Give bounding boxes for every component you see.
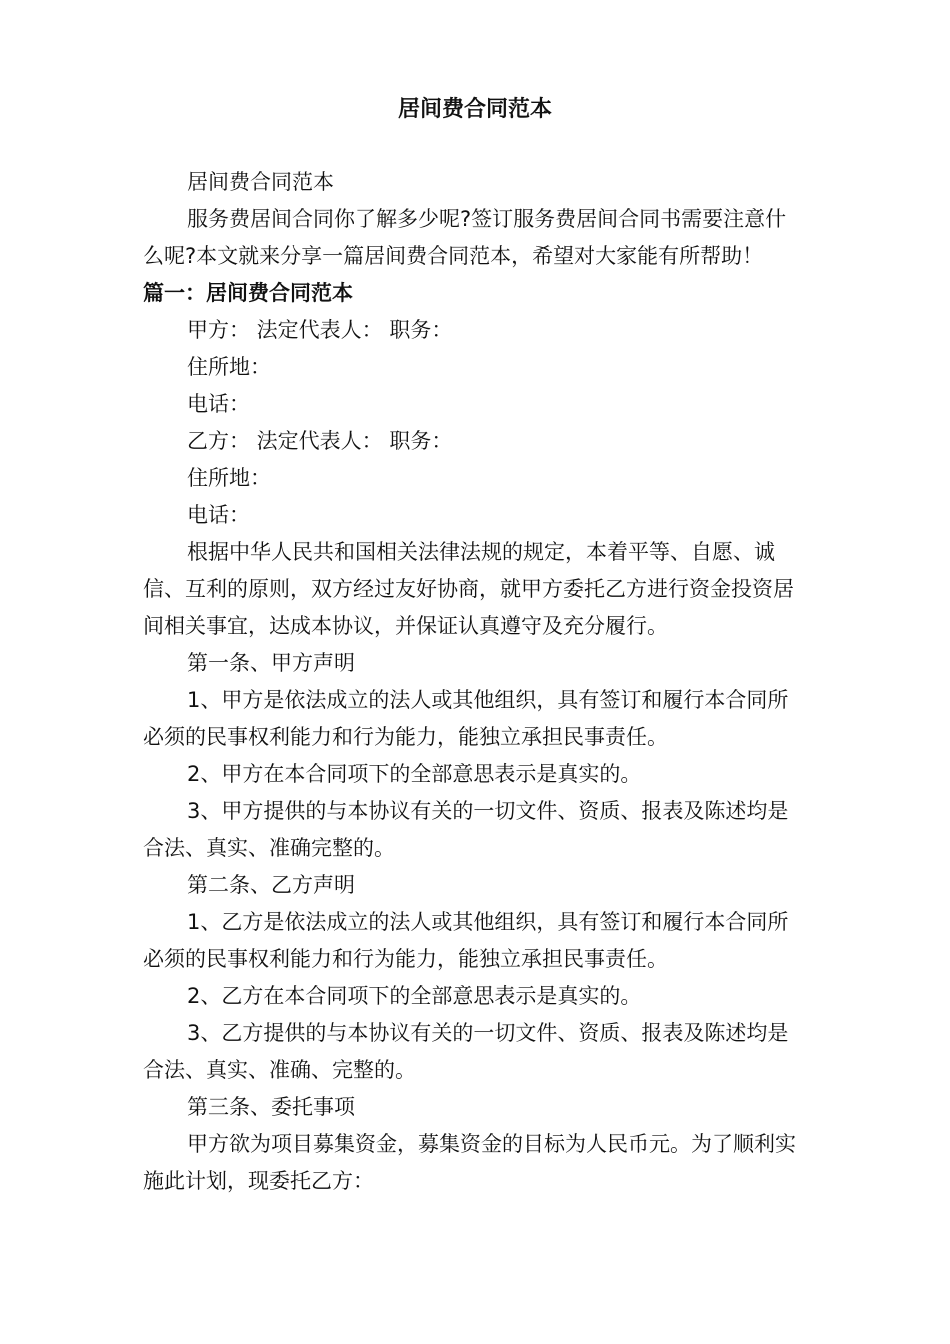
article-two-clause-2: 2、乙方在本合同项下的全部意思表示是真实的。 xyxy=(187,984,642,1008)
article-one-title: 第一条、甲方声明 xyxy=(187,651,355,675)
party-b-line: 乙方： 法定代表人： 职务： xyxy=(187,429,453,453)
paragraph-preamble: 根据中华人民共和国相关法律法规的规定，本着平等、自愿、诚信、互利的原则，双方经过友好协商，就甲方委托乙方进行资金投资居间相关事宜，达成本协议，并保证认真遵守及充分履行。 xyxy=(143,540,794,638)
article-two-title: 第二条、乙方声明 xyxy=(187,873,355,897)
section-heading-part-one: 篇一：居间费合同范本 xyxy=(143,281,353,305)
party-a-line: 甲方： 法定代表人： 职务： xyxy=(187,318,453,342)
party-a-phone: 电话： xyxy=(187,392,250,416)
party-b-address: 住所地： xyxy=(187,466,271,490)
party-a-address: 住所地： xyxy=(187,355,271,379)
paragraph-subtitle: 居间费合同范本 xyxy=(187,170,334,194)
article-two-clause-3: 3、乙方提供的与本协议有关的一切文件、资质、报表及陈述均是合法、真实、准确、完整的。 xyxy=(143,1021,789,1082)
party-b-phone: 电话： xyxy=(187,503,250,527)
document-title: 居间费合同范本 xyxy=(397,97,552,122)
paragraph-intro: 服务费居间合同你了解多少呢?签订服务费居间合同书需要注意什么呢?本文就来分享一篇居间费合同范本，希望对大家能有所帮助！ xyxy=(143,207,787,268)
article-three-title: 第三条、委托事项 xyxy=(187,1095,355,1119)
article-one-clause-2: 2、甲方在本合同项下的全部意思表示是真实的。 xyxy=(187,762,642,786)
article-one-clause-3: 3、甲方提供的与本协议有关的一切文件、资质、报表及陈述均是合法、真实、准确完整的。 xyxy=(143,799,789,860)
article-two-clause-1: 1、乙方是依法成立的法人或其他组织，具有签订和履行本合同所必须的民事权利能力和行为能力，能独立承担民事责任。 xyxy=(143,910,789,971)
article-one-clause-1: 1、甲方是依法成立的法人或其他组织，具有签订和履行本合同所必须的民事权利能力和行为能力，能独立承担民事责任。 xyxy=(143,688,789,749)
document-body xyxy=(143,164,807,1200)
article-three-body: 甲方欲为项目募集资金，募集资金的目标为人民币元。为了顺利实施此计划，现委托乙方： xyxy=(143,1132,796,1193)
